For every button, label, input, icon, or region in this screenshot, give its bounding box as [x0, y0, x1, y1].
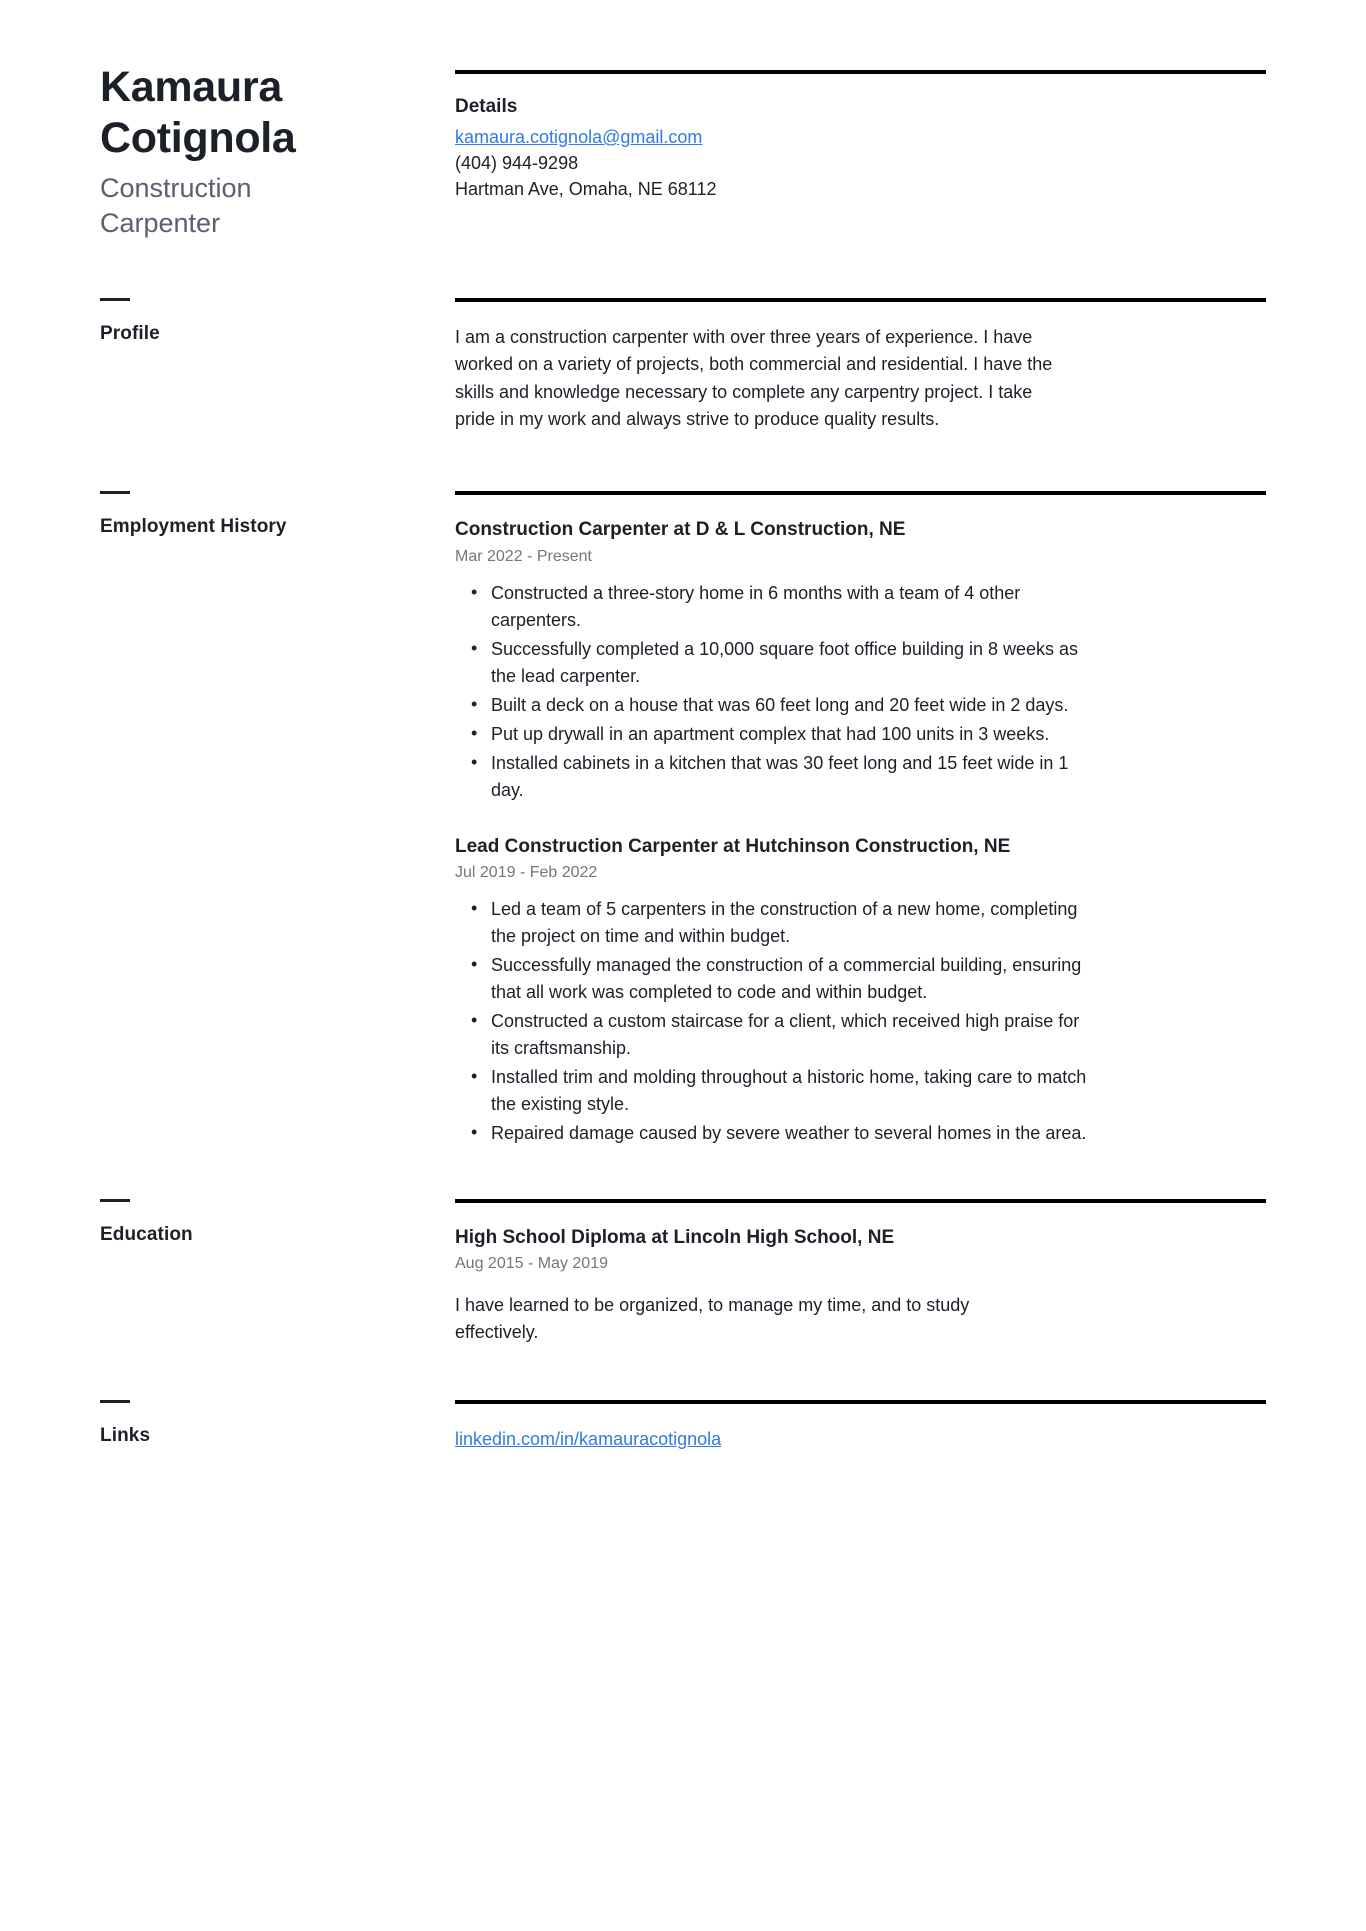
- email-link[interactable]: kamaura.cotignola@gmail.com: [455, 127, 703, 147]
- spacer-after-employment: [100, 1149, 1266, 1199]
- section-links: [100, 1400, 1266, 1452]
- details-email-row: [455, 124, 1266, 150]
- details-heading: Details: [455, 96, 518, 117]
- education-entry-date: Aug 2015 - May 2019: [455, 1255, 608, 1273]
- list-item: • Installed cabinets in a kitchen that was 30 feet long and 15 feet wide in 1 day.: [491, 750, 1091, 804]
- links-body: [455, 1404, 1266, 1452]
- resume-header: [100, 62, 1266, 240]
- education-entry-description: I have learned to be organized, to manage my time, and to study effectively.: [455, 1294, 970, 1342]
- address-text: Hartman Ave, Omaha, NE 68112: [455, 179, 717, 200]
- section-label-education: Education: [100, 1223, 193, 1245]
- details-block: [455, 62, 1266, 202]
- linkedin-link[interactable]: linkedin.com/in/kamauracotignola: [455, 1429, 722, 1450]
- job-title-line-1: Construction: [100, 173, 252, 204]
- education-entry-title: High School Diploma at Lincoln High School, NE: [455, 1226, 895, 1248]
- links-label-column: [100, 1400, 455, 1447]
- employment-body: [455, 495, 1266, 1146]
- links-dash-marker: [100, 1400, 130, 1403]
- first-name: Kamaura: [100, 63, 282, 111]
- section-label-profile: Profile: [100, 323, 160, 345]
- education-entry: [455, 1225, 1266, 1347]
- employment-entry-date: Jul 2019 - Feb 2022: [455, 864, 598, 882]
- education-body: [455, 1203, 1266, 1347]
- page-title: [100, 62, 350, 163]
- job-title: [100, 171, 320, 240]
- section-profile: [100, 298, 1266, 433]
- phone-text: (404) 944-9298: [455, 153, 579, 174]
- job-title-line-2: Carpenter: [100, 207, 221, 238]
- profile-body: [455, 302, 1266, 433]
- list-item: • Successfully completed a 10,000 square foot office building in 8 weeks as the lead carpenter.: [491, 636, 1091, 690]
- details-content: [455, 74, 1266, 202]
- employment-entry-title: Construction Carpenter at D & L Construction, NE: [455, 519, 906, 541]
- employment-entry-bullets: [455, 896, 1266, 1147]
- section-education: [100, 1199, 1266, 1347]
- list-item: • Constructed a custom staircase for a client, which received high praise for its craftsmanship.: [491, 1008, 1091, 1062]
- education-content-column: [455, 1199, 1266, 1347]
- list-item: • Repaired damage caused by severe weather to several homes in the area.: [491, 1120, 1091, 1147]
- employment-entry-date: Mar 2022 - Present: [455, 548, 592, 566]
- link-row: [455, 1426, 1266, 1452]
- section-label-employment-history: Employment History: [100, 516, 287, 538]
- links-content-column: [455, 1400, 1266, 1452]
- list-item: • Led a team of 5 carpenters in the construction of a new home, completing the project on time and within budget.: [491, 896, 1091, 950]
- employment-dash-marker: [100, 491, 130, 494]
- profile-content-column: [455, 298, 1266, 433]
- section-employment-history: [100, 491, 1266, 1148]
- spacer-after-education: [100, 1346, 1266, 1400]
- employment-entry-bullets: [455, 580, 1266, 804]
- education-label-column: [100, 1199, 455, 1246]
- profile-text: I am a construction carpenter with over three years of experience. I have worked on a variety of projects, both commercial and residential. I have the skills and knowledge necessary to complete any carpentry project. I take pride in my work and always strive to produce quality results.: [455, 327, 1053, 430]
- employment-entry: [455, 517, 1266, 803]
- employment-entry-title: Lead Construction Carpenter at Hutchinson Construction, NE: [455, 835, 1011, 857]
- header-name-block: [100, 62, 455, 240]
- employment-entry: [455, 834, 1266, 1147]
- education-dash-marker: [100, 1199, 130, 1202]
- section-label-links: Links: [100, 1425, 151, 1447]
- profile-label-column: [100, 298, 455, 345]
- employment-label-column: [100, 491, 455, 538]
- spacer-after-header: [100, 240, 1266, 298]
- spacer-after-profile: [100, 433, 1266, 491]
- last-name: Cotignola: [100, 113, 296, 162]
- list-item: • Constructed a three-story home in 6 months with a team of 4 other carpenters.: [491, 580, 1091, 634]
- list-item: • Successfully managed the construction of a commercial building, ensuring that all work was completed to code and within budget.: [491, 952, 1091, 1006]
- list-item: • Built a deck on a house that was 60 feet long and 20 feet wide in 2 days.: [491, 692, 1091, 719]
- list-item: • Put up drywall in an apartment complex that had 100 units in 3 weeks.: [491, 721, 1091, 748]
- profile-dash-marker: [100, 298, 130, 301]
- list-item: • Installed trim and molding throughout a historic home, taking care to match the existing style.: [491, 1064, 1091, 1118]
- employment-content-column: [455, 491, 1266, 1148]
